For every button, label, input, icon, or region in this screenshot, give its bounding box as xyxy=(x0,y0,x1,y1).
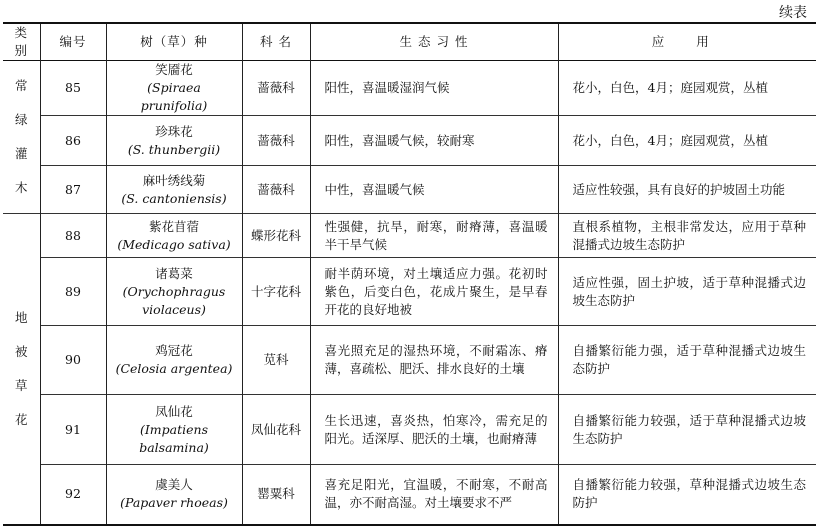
application-cell: 适应性较强，具有良好的护坡固土功能 xyxy=(558,166,816,214)
species-cell xyxy=(106,116,242,166)
continued-label: 续表 xyxy=(779,5,807,21)
species-name: 鸡冠花 xyxy=(155,343,193,358)
species-latin: (Spiraea prunifolia) xyxy=(140,80,208,113)
application-cell: 自播繁衍能力较强，草种混播式边坡生态防护 xyxy=(558,465,816,525)
table-row xyxy=(3,258,816,326)
table-header-row xyxy=(3,23,816,61)
number-cell: 87 xyxy=(40,166,106,214)
number-cell: 86 xyxy=(40,116,106,166)
table-row xyxy=(3,116,816,166)
ecology-cell: 喜光照充足的湿热环境，不耐霜冻、瘠薄，喜疏松、肥沃、排水良好的土壤 xyxy=(310,326,558,395)
number-cell: 85 xyxy=(40,61,106,116)
ecology-cell: 生长迅速，喜炎热，怕寒冷，需充足的阳光。适深厚、肥沃的土壤，也耐瘠薄 xyxy=(310,395,558,465)
species-cell xyxy=(106,214,242,258)
family-cell: 蔷薇科 xyxy=(242,166,310,214)
application-cell: 适应性强，固土护坡，适于草种混播式边坡生态防护 xyxy=(558,258,816,326)
application-cell: 直根系植物，主根非常发达，应用于草种混播式边坡生态防护 xyxy=(558,214,816,258)
number-cell: 91 xyxy=(40,395,106,465)
ecology-cell: 阳性，喜温暖湿润气候 xyxy=(310,61,558,116)
species-cell xyxy=(106,61,242,116)
ecology-cell: 喜充足阳光，宜温暖，不耐寒，不耐高温，亦不耐高湿。对土壤要求不严 xyxy=(310,465,558,525)
species-table xyxy=(3,22,816,526)
category-cell xyxy=(3,214,40,525)
table-row xyxy=(3,166,816,214)
species-latin: (S. cantoniensis) xyxy=(121,190,227,206)
number-cell: 90 xyxy=(40,326,106,395)
species-name: 麻叶绣线菊 xyxy=(142,172,206,188)
category-line: 灌木 xyxy=(14,146,28,195)
ecology-cell: 耐半荫环境，对土壤适应力强。花初时紫色，后变白色，花成片聚生，是早春开花的良好地被 xyxy=(310,258,558,326)
number-cell: 89 xyxy=(40,258,106,326)
number-cell: 88 xyxy=(40,214,106,258)
family-cell: 蔷薇科 xyxy=(242,61,310,116)
species-name: 笑靥花 xyxy=(155,62,193,77)
species-latin: (Medicago sativa) xyxy=(117,236,231,252)
species-name: 珍珠花 xyxy=(155,123,193,139)
header-category: 类别 xyxy=(3,23,40,61)
table-row xyxy=(3,326,816,395)
category-cell xyxy=(3,61,40,214)
species-name: 虞美人 xyxy=(155,477,193,493)
species-cell xyxy=(106,395,242,465)
application-cell: 自播繁衍能力强，适于草种混播式边坡生态防护 xyxy=(558,326,816,395)
table-row xyxy=(3,61,816,116)
species-latin: (S. thunbergii) xyxy=(127,141,221,157)
table-row xyxy=(3,214,816,258)
header-ecology: 生 态 习 性 xyxy=(310,23,558,61)
table-row xyxy=(3,395,816,465)
family-cell: 罂粟科 xyxy=(242,465,310,525)
family-cell: 蔷薇科 xyxy=(242,116,310,166)
category-line: 草花 xyxy=(14,377,28,427)
species-cell xyxy=(106,465,242,525)
species-cell xyxy=(106,258,242,326)
species-name: 凤仙花 xyxy=(155,403,193,419)
species-latin: (Papaver rhoeas) xyxy=(120,495,228,511)
category-line: 常绿 xyxy=(14,78,28,127)
species-latin: (Orychophragus violaceus) xyxy=(122,283,226,317)
application-cell: 自播繁衍能力较强，适于草种混播式边坡生态防护 xyxy=(558,395,816,465)
species-cell xyxy=(106,326,242,395)
application-cell: 花小，白色，4月；庭园观赏，丛植 xyxy=(558,61,816,116)
species-name: 诸葛菜 xyxy=(155,265,193,281)
header-number: 编号 xyxy=(40,23,106,61)
ecology-cell: 中性，喜温暖气候 xyxy=(310,166,558,214)
ecology-cell: 性强健，抗旱，耐寒，耐瘠薄，喜温暖半干旱气候 xyxy=(310,214,558,258)
header-application: 应 用 xyxy=(558,23,816,61)
table-row xyxy=(3,465,816,525)
family-cell: 蝶形花科 xyxy=(242,214,310,258)
header-species: 树（草）种 xyxy=(106,23,242,61)
application-cell: 花小，白色，4月；庭园观赏，丛植 xyxy=(558,116,816,166)
number-cell: 92 xyxy=(40,465,106,525)
family-cell: 十字花科 xyxy=(242,258,310,326)
category-line: 地被 xyxy=(14,309,28,359)
header-family: 科 名 xyxy=(242,23,310,61)
species-cell xyxy=(106,166,242,214)
family-cell: 苋科 xyxy=(242,326,310,395)
species-latin: (Celosia argentea) xyxy=(115,361,233,376)
species-latin: (Impatiens balsamina) xyxy=(139,421,209,455)
species-name: 紫花苜蓿 xyxy=(148,218,199,234)
family-cell: 凤仙花科 xyxy=(242,395,310,465)
ecology-cell: 阳性，喜温暖气候，较耐寒 xyxy=(310,116,558,166)
